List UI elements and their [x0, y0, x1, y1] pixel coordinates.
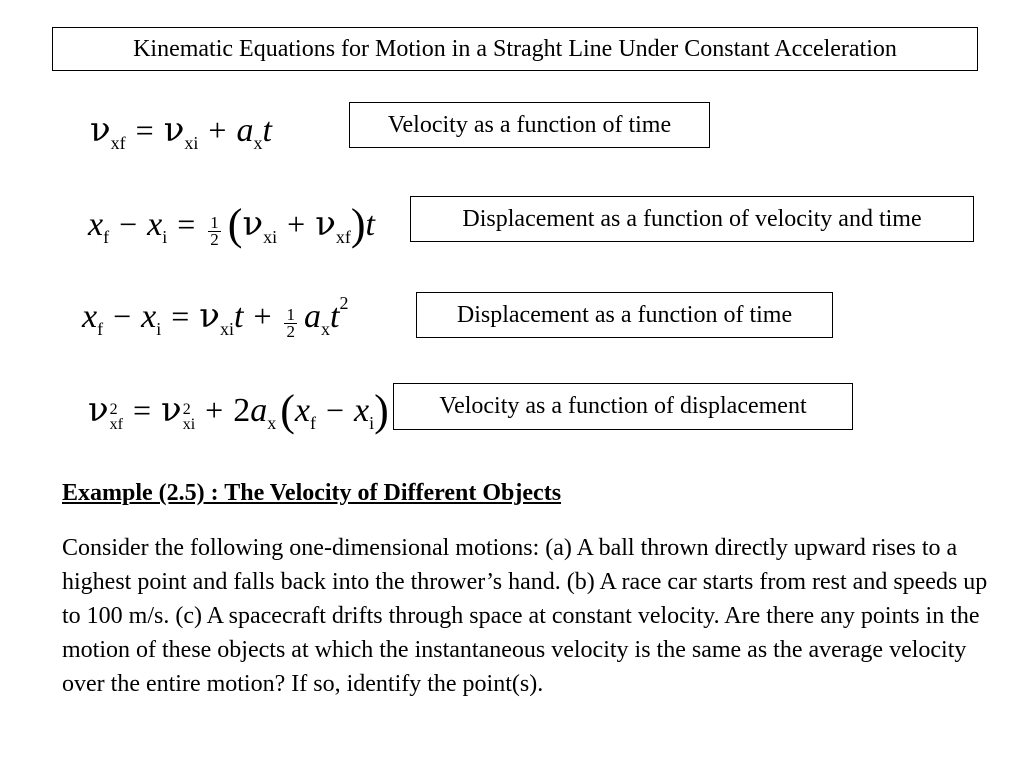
equation-velocity-time	[90, 110, 272, 154]
eq-operator: −	[119, 206, 138, 242]
eq-symbol: ν	[163, 110, 185, 150]
eq-superscript: 2	[109, 401, 118, 419]
equation-label: Displacement as a function of velocity and time	[410, 196, 974, 242]
fraction-numerator: 1	[210, 212, 219, 232]
eq-subscript: xi	[263, 227, 278, 247]
eq-symbol: t	[329, 298, 340, 335]
eq-subscript: f	[103, 227, 110, 247]
eq-operator: +	[205, 392, 224, 428]
eq-symbol: a	[236, 112, 254, 149]
eq-symbol: ν	[315, 204, 336, 244]
eq-subscript: i	[156, 319, 162, 339]
eq-subscript: f	[309, 413, 316, 433]
eq-symbol: ν	[161, 390, 182, 430]
eq-symbol: ν	[199, 296, 220, 336]
eq-operator: −	[325, 392, 345, 428]
example-body: Consider the following one-dimensional motions: (a) A ball thrown directly upward rises to a highest point and falls back into the thrower’s hand. (b) A race car starts from rest and speeds up to 100 m/s. (c) A spacecraft drifts through space at constant velocity. Are there any points in the motion of these objects at which the instantaneous velocity is the same as the average velocity over the entire motion? If so, identify the point(s).	[62, 535, 988, 697]
eq-symbol: x	[141, 298, 157, 335]
eq-supsub	[183, 402, 195, 432]
fraction-numerator: 1	[286, 304, 295, 324]
eq-symbol: a	[250, 392, 268, 429]
eq-subscript: x	[267, 413, 277, 433]
fraction-denominator: 2	[286, 321, 295, 341]
slide-title: Kinematic Equations for Motion in a Straght Line Under Constant Acceleration	[52, 27, 978, 71]
eq-symbol: t	[365, 206, 375, 243]
eq-fraction	[284, 304, 297, 341]
eq-subscript: f	[97, 319, 104, 339]
equation-label: Displacement as a function of time	[416, 292, 833, 338]
eq-paren: )	[374, 386, 389, 435]
eq-symbol: ν	[242, 204, 264, 244]
eq-symbol: x	[82, 298, 98, 335]
eq-superscript: 2	[339, 293, 349, 313]
eq-symbol: ν	[90, 110, 111, 150]
eq-paren: (	[280, 386, 295, 435]
eq-paren: )	[350, 200, 366, 249]
eq-subscript: xf	[110, 133, 126, 153]
equation-label: Velocity as a function of displacement	[393, 383, 853, 430]
fraction-denominator: 2	[210, 229, 219, 249]
eq-fraction	[208, 212, 221, 249]
eq-symbol: x	[147, 206, 163, 243]
eq-subscript: x	[253, 133, 263, 153]
eq-subscript: xf	[109, 416, 123, 434]
eq-subscript: xi	[182, 416, 196, 434]
eq-subscript: xi	[219, 319, 234, 339]
eq-subscript: i	[162, 227, 168, 247]
eq-operator: +	[287, 206, 306, 242]
eq-symbol: ν	[88, 390, 109, 430]
eq-paren: (	[227, 200, 243, 249]
eq-symbol: x	[294, 392, 310, 429]
eq-operator: =	[171, 298, 190, 334]
eq-subscript: xf	[335, 227, 351, 247]
eq-operator: =	[177, 206, 196, 242]
equation-displacement-time	[82, 293, 348, 340]
eq-subscript: i	[369, 413, 375, 433]
eq-supsub	[110, 402, 123, 432]
eq-operator: +	[253, 298, 272, 334]
equation-velocity-displacement	[88, 385, 389, 436]
eq-operator: −	[113, 298, 132, 334]
equation-label: Velocity as a function of time	[349, 102, 710, 148]
eq-symbol: t	[233, 298, 244, 335]
equation-displacement-velocity-time	[88, 199, 375, 250]
eq-operator: =	[133, 392, 152, 428]
eq-symbol: x	[354, 392, 370, 429]
eq-subscript: x	[320, 319, 330, 339]
eq-coefficient: 2	[233, 392, 251, 429]
eq-symbol: a	[303, 298, 321, 335]
eq-symbol: t	[262, 112, 272, 149]
eq-operator: =	[135, 112, 154, 148]
eq-superscript: 2	[182, 401, 191, 419]
eq-operator: +	[208, 112, 227, 148]
eq-symbol: x	[88, 206, 104, 243]
eq-subscript: xi	[184, 133, 199, 153]
example-heading: Example (2.5) : The Velocity of Different Objects	[62, 480, 562, 506]
